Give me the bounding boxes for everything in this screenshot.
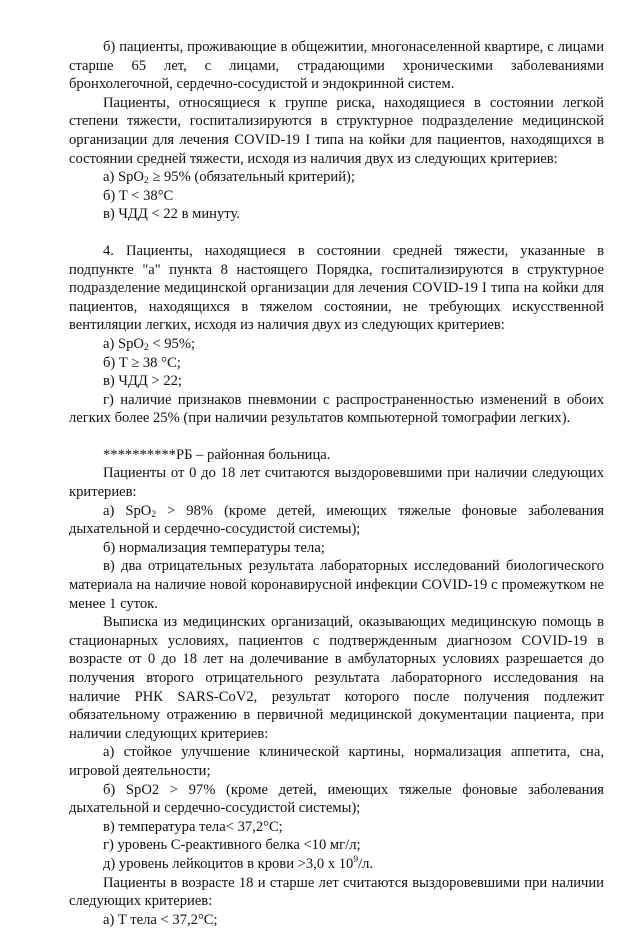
paragraph-risk-group-b: б) пациенты, проживающие в общежитии, многонаселенной квартире, с лицами старше 65 лет, с лицами, страдающими хроническими заболеваниями бронхолегочной, сердечно-сосудистой и эндокринной систем. [69, 39, 604, 93]
criterion-spo2-lt-95: а) SpO$_2$ < 95%; [103, 335, 196, 353]
criterion-pneumonia: г) наличие признаков пневмонии с распространенностью изменений в обоих легких более 25% (при наличии результатов компьютерной томографии легких). [69, 391, 604, 427]
criterion-leukocytes: д) уровень лейкоцитов в крови >3,0 х $10^9/л$. [103, 854, 374, 872]
criterion-children-temp: б) нормализация температуры тела; [103, 539, 325, 556]
criterion-clinical-improvement: а) стойкое улучшение клинической картины, нормализация аппетита, сна, игровой деятельности; [69, 744, 604, 779]
criterion-crp: г) уровень С-реактивного белка <10 мг/л; [103, 837, 361, 854]
criterion-rr-gt-22: в) ЧДД > 22; [103, 373, 182, 390]
criterion-rr-22: в) ЧДД < 22 в минуту. [103, 206, 240, 223]
criterion-temp-38: б) T < 38°C [103, 187, 174, 204]
criterion-temp-ge-38: б) T ≥ 38 °C; [103, 354, 181, 371]
criterion-body-temp: в) температура тела< 37,2°C; [103, 818, 283, 835]
paragraph-discharge: Выписка из медицинских организаций, оказывающих медицинскую помощь в стационарных условиях, пациентов с подтвержденным диагнозом COVID-19 в возрасте от 0 до 18 лет на долечивание в амбулаторных условиях разрешается до получения второго отрицательного результата лабораторного исследования на наличие РНК SARS-CoV2, результат которого после получения подлежит обязательному отражению в первичной медицинской документации пациента, при наличии следующих критериев: [69, 614, 604, 742]
document-page [69, 38, 604, 929]
criterion-children-spo2: а) SpO$_2$ > 98% (кроме детей, имеющих тяжелые фоновые заболевания дыхательной и сердечно-сосудистой системы); [69, 502, 604, 538]
paragraph-item-4: 4. Пациенты, находящиеся в состоянии средней тяжести, указанные в подпункте "а" пункта 8 настоящего Порядка, госпитализируются в структурное подразделение медицинской организации для лечения COVID-19 I типа на койки для пациентов, находящихся в тяжелом состоянии, не требующих искусственной вентиляции легких, исходя из наличия двух из следующих критериев: [69, 242, 604, 334]
paragraph-adults-recovered: Пациенты в возрасте 18 и старше лет считаются выздоровевшими при наличии следующих критериев: [69, 874, 604, 910]
paragraph-children-recovered: Пациенты от 0 до 18 лет считаются выздоровевшими при наличии следующих критериев: [69, 465, 604, 501]
criterion-spo2-95: а) SpO$_2$ ≥ 95% (обязательный критерий); [103, 169, 355, 187]
criterion-spo2-97: б) SpO2 > 97% (кроме детей, имеющих тяжелые фоновые заболевания дыхательной и сердечно-сосудистой системы); [69, 781, 604, 817]
criterion-children-lab-tests: в) два отрицательных результата лабораторных исследований биологического материала на наличие новой коронавирусной инфекции COVID-19 с промежутком не менее 1 суток. [69, 558, 604, 612]
paragraph-risk-group-hospitalization: Пациенты, относящиеся к группе риска, находящиеся в состоянии легкой степени тяжести, госпитализируются в структурное подразделение медицинской организации для лечения COVID-19 I типа на койки для пациентов, находящихся в состоянии средней тяжести, исходя из наличия двух из следующих критериев: [69, 94, 604, 167]
criterion-adults-temp: а) T тела < 37,2°C; [103, 911, 218, 928]
footnote-rb: **********РБ – районная больница. [103, 446, 331, 463]
